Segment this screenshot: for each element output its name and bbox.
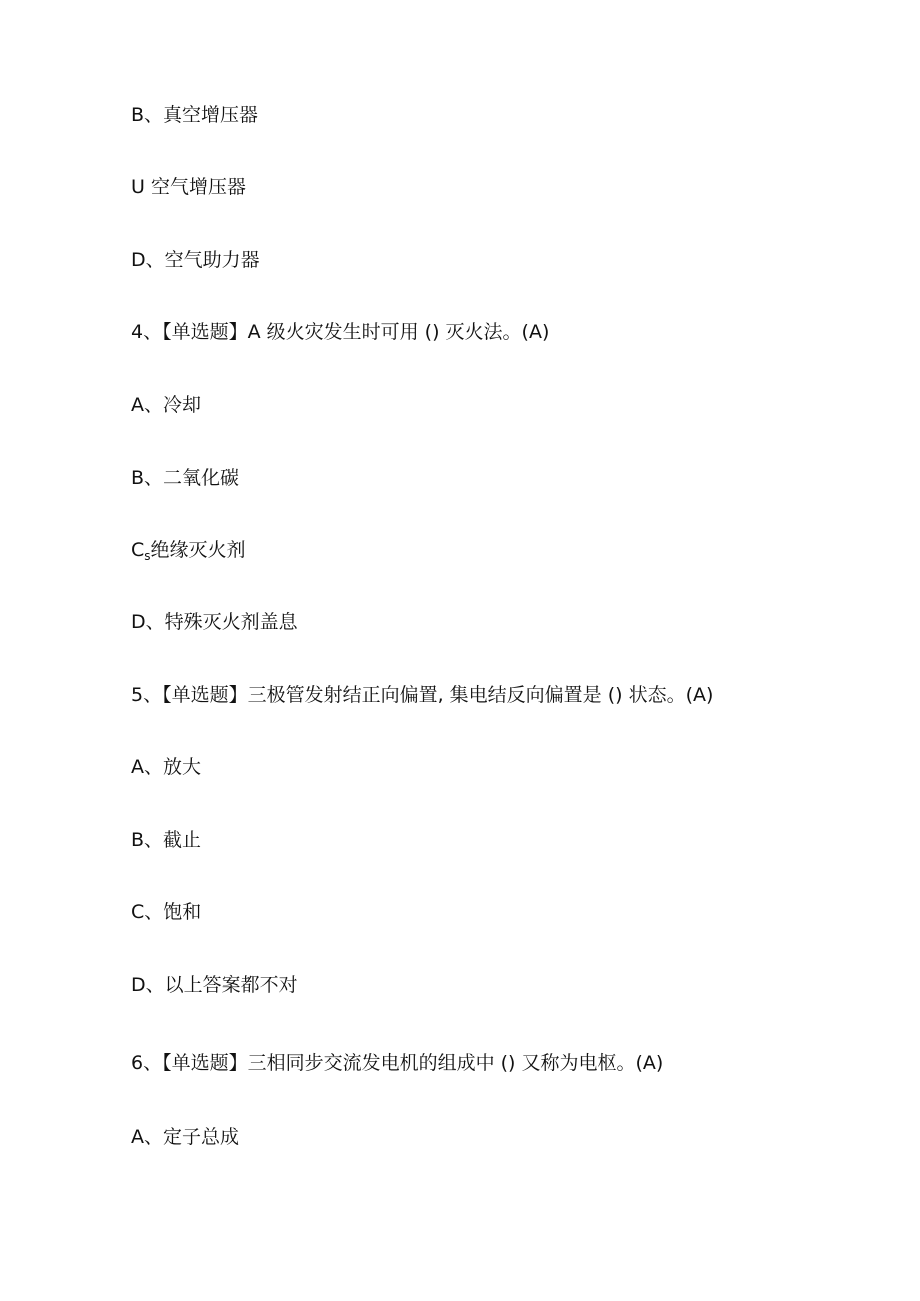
question-5: 5、【单选题】三极管发射结正向偏置, 集电结反向偏置是 () 状态。(A) (131, 684, 714, 706)
question-4: 4、【单选题】A 级火灾发生时可用 () 灭火法。(A) (131, 321, 550, 343)
option-c-q4 (131, 538, 246, 568)
option-c-letter: C (131, 539, 145, 561)
option-a-q5: A、放大 (131, 756, 201, 778)
option-d-q3: D、空气助力器 (131, 249, 260, 271)
option-b-q3: B、真空增压器 (131, 104, 259, 126)
option-c-q5: C、饱和 (131, 901, 202, 923)
option-c-text: 绝缘灭火剂 (150, 539, 246, 561)
option-a-q4: A、冷却 (131, 394, 201, 416)
option-a-q6: A、定子总成 (131, 1126, 239, 1148)
option-d-q4: D、特殊灭火剂盖息 (131, 611, 298, 633)
option-c-q3: U 空气增压器 (131, 176, 246, 198)
option-b-q5: B、截止 (131, 829, 202, 851)
option-c-subscript: s (144, 549, 151, 563)
option-b-q4: B、二氧化碳 (131, 467, 240, 489)
option-d-q5: D、以上答案都不对 (131, 974, 298, 996)
question-6: 6、【单选题】三相同步交流发电机的组成中 () 又称为电枢。(A) (131, 1052, 664, 1074)
